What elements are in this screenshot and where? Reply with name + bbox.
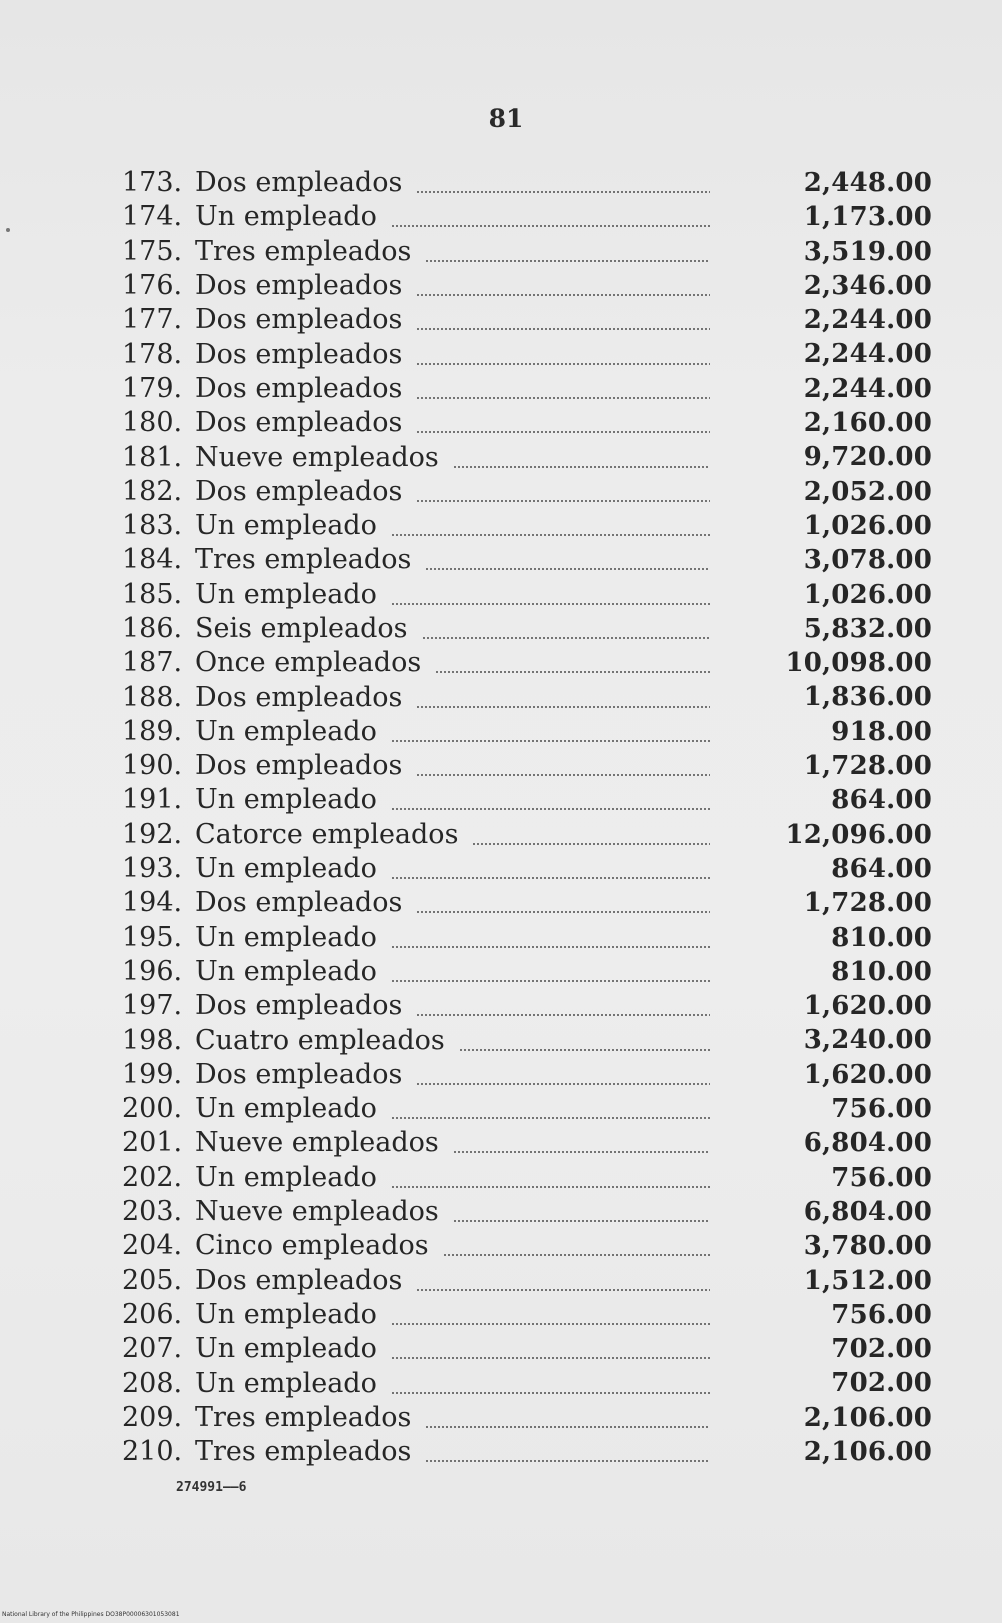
entry-number: 182. <box>122 475 183 507</box>
entry-number: 209. <box>122 1401 183 1433</box>
entry-description: Dos empleados <box>195 270 403 302</box>
entry-row <box>122 269 932 303</box>
entry-amount: 1,026.00 <box>803 510 932 541</box>
dot-leader <box>416 363 710 365</box>
dot-leader <box>425 568 710 570</box>
entry-number: 203. <box>122 1196 183 1228</box>
entry-amount: 756.00 <box>831 1162 932 1193</box>
entry-amount: 702.00 <box>831 1334 932 1365</box>
dot-leader <box>416 706 710 708</box>
entry-row <box>122 818 932 852</box>
entry-row <box>122 1298 932 1332</box>
entry-row <box>122 646 932 680</box>
dot-leader <box>391 980 710 982</box>
entry-amount: 1,836.00 <box>803 682 932 713</box>
entry-row <box>122 440 932 474</box>
entry-description: Un empleado <box>195 1161 377 1193</box>
entry-row <box>122 749 932 783</box>
entry-amount: 3,078.00 <box>803 545 932 576</box>
entry-amount: 1,728.00 <box>803 888 932 919</box>
entry-row <box>122 1264 932 1298</box>
entry-row <box>122 303 932 337</box>
entry-number: 205. <box>122 1264 183 1296</box>
entry-description: Catorce empleados <box>195 818 459 850</box>
entry-number: 177. <box>122 304 183 336</box>
entry-description: Dos empleados <box>195 887 403 919</box>
entry-description: Un empleado <box>195 510 377 542</box>
entry-number: 176. <box>122 270 183 302</box>
entry-row <box>122 235 932 269</box>
entry-amount: 1,620.00 <box>803 991 932 1022</box>
dot-leader <box>453 1220 710 1222</box>
entry-description: Un empleado <box>195 715 377 747</box>
entry-description: Un empleado <box>195 784 377 816</box>
entry-row <box>122 578 932 612</box>
entry-number: 190. <box>122 750 183 782</box>
entry-number: 186. <box>122 613 183 644</box>
entry-description: Un empleado <box>195 1093 377 1125</box>
entry-number: 197. <box>122 990 183 1022</box>
dot-leader <box>416 1014 710 1016</box>
dot-leader <box>416 431 710 433</box>
entry-amount: 6,804.00 <box>803 1196 932 1227</box>
entry-description: Cuatro empleados <box>195 1024 445 1056</box>
dot-leader <box>416 328 710 330</box>
entry-description: Dos empleados <box>195 750 403 782</box>
entry-row <box>122 680 932 714</box>
entry-number: 202. <box>122 1161 183 1193</box>
entry-description: Dos empleados <box>195 304 403 336</box>
entry-amount: 2,106.00 <box>803 1436 932 1467</box>
entry-number: 175. <box>122 235 183 267</box>
dot-leader <box>391 740 710 742</box>
entry-description: Seis empleados <box>195 613 408 644</box>
entry-description: Dos empleados <box>195 475 403 507</box>
entry-description: Dos empleados <box>195 681 403 713</box>
entry-amount: 3,240.00 <box>803 1025 932 1056</box>
entry-row <box>122 1435 932 1469</box>
entry-amount: 2,160.00 <box>803 408 932 439</box>
entry-number: 181. <box>122 441 183 473</box>
entry-number: 192. <box>122 818 183 850</box>
entry-number: 206. <box>122 1298 183 1330</box>
entry-amount: 1,728.00 <box>803 751 932 782</box>
dot-leader <box>425 1426 710 1428</box>
entry-row <box>122 852 932 886</box>
entry-amount: 2,448.00 <box>803 168 932 198</box>
entry-number: 183. <box>122 510 183 542</box>
entry-description: Tres empleados <box>195 1436 412 1468</box>
entry-row <box>122 200 932 234</box>
entry-number: 180. <box>122 407 183 439</box>
dot-leader <box>391 946 710 948</box>
entry-row <box>122 1366 932 1400</box>
entry-number: 174. <box>122 201 183 233</box>
entry-description: Un empleado <box>195 853 377 885</box>
entry-amount: 1,620.00 <box>803 1059 932 1090</box>
entry-description: Dos empleados <box>195 1264 403 1296</box>
dot-leader <box>416 500 710 502</box>
entry-number: 178. <box>122 338 183 370</box>
entry-number: 207. <box>122 1333 183 1365</box>
entry-number: 199. <box>122 1058 183 1090</box>
entry-number: 210. <box>122 1436 183 1468</box>
entry-description: Dos empleados <box>195 372 403 404</box>
dot-leader <box>416 774 710 776</box>
entry-row <box>122 1229 932 1263</box>
dot-leader <box>453 466 710 468</box>
entry-number: 194. <box>122 887 183 919</box>
entry-amount: 2,346.00 <box>803 270 932 301</box>
entry-row <box>122 989 932 1023</box>
dot-leader <box>391 1323 710 1325</box>
entry-number: 189. <box>122 715 183 747</box>
dot-leader <box>416 191 710 193</box>
dot-leader <box>459 1049 710 1051</box>
entry-description: Un empleado <box>195 1367 377 1399</box>
entry-amount: 1,026.00 <box>803 579 932 610</box>
dot-leader <box>425 1460 710 1462</box>
entry-description: Dos empleados <box>195 990 403 1022</box>
dot-leader <box>435 671 710 673</box>
dot-leader <box>416 911 710 913</box>
entry-number: 201. <box>122 1127 183 1159</box>
dot-leader <box>391 603 710 605</box>
dot-leader <box>443 1254 710 1256</box>
entry-amount: 10,098.00 <box>785 648 932 679</box>
entry-number: 208. <box>122 1367 183 1399</box>
entry-row <box>122 1195 932 1229</box>
entry-row <box>122 1092 932 1126</box>
entry-number: 193. <box>122 853 183 885</box>
entry-number: 191. <box>122 784 183 816</box>
entry-number: 185. <box>122 578 183 610</box>
entry-amount: 3,519.00 <box>803 236 932 267</box>
entry-description: Nueve empleados <box>195 441 439 473</box>
entry-row <box>122 372 932 406</box>
entry-description: Dos empleados <box>195 1058 403 1090</box>
entry-number: 187. <box>122 647 183 679</box>
entry-row <box>122 543 932 577</box>
entry-amount: 1,173.00 <box>803 202 932 233</box>
entry-description: Cinco empleados <box>195 1230 429 1262</box>
entry-amount: 3,780.00 <box>803 1231 932 1262</box>
entry-number: 188. <box>122 681 183 713</box>
entry-description: Tres empleados <box>195 544 412 576</box>
dot-leader <box>391 1357 710 1359</box>
dot-leader <box>391 1392 710 1394</box>
entry-number: 195. <box>122 921 183 953</box>
entry-list <box>122 166 932 1469</box>
entry-row <box>122 955 932 989</box>
entry-description: Un empleado <box>195 955 377 987</box>
entry-description: Un empleado <box>195 1298 377 1330</box>
dot-leader <box>416 294 710 296</box>
entry-amount: 810.00 <box>831 956 932 987</box>
entry-description: Nueve empleados <box>195 1196 439 1228</box>
entry-number: 196. <box>122 955 183 987</box>
entry-number: 204. <box>122 1230 183 1262</box>
entry-description: Tres empleados <box>195 235 412 267</box>
entry-amount: 2,244.00 <box>803 305 932 336</box>
dot-leader <box>391 534 710 536</box>
entry-row <box>122 783 932 817</box>
entry-row <box>122 612 932 646</box>
entry-amount: 1,512.00 <box>803 1265 932 1296</box>
entry-amount: 12,096.00 <box>785 819 932 850</box>
entry-description: Dos empleados <box>195 338 403 370</box>
dot-leader <box>472 843 710 845</box>
entry-number: 179. <box>122 372 183 404</box>
entry-description: Un empleado <box>195 1333 377 1365</box>
entry-number: 198. <box>122 1024 183 1056</box>
entry-amount: 810.00 <box>831 922 932 953</box>
entry-amount: 5,832.00 <box>803 613 932 644</box>
entry-row <box>122 1401 932 1435</box>
footer-code: 274991——6 <box>176 1480 247 1495</box>
entry-amount: 702.00 <box>831 1368 932 1399</box>
entry-amount: 2,244.00 <box>803 373 932 404</box>
dot-leader <box>453 1151 710 1153</box>
scan-speck <box>6 228 10 232</box>
dot-leader <box>422 637 710 639</box>
entry-number: 184. <box>122 544 183 576</box>
entry-number: 173. <box>122 167 183 199</box>
entry-amount: 918.00 <box>831 716 932 747</box>
dot-leader <box>391 1117 710 1119</box>
entry-description: Tres empleados <box>195 1401 412 1433</box>
entry-amount: 864.00 <box>831 853 932 884</box>
entry-description: Un empleado <box>195 578 377 610</box>
dot-leader <box>416 397 710 399</box>
page-number: 81 <box>488 104 524 133</box>
dot-leader <box>391 877 710 879</box>
entry-amount: 2,052.00 <box>803 476 932 507</box>
entry-amount: 6,804.00 <box>803 1128 932 1159</box>
entry-row <box>122 921 932 955</box>
entry-row <box>122 509 932 543</box>
entry-row <box>122 1023 932 1057</box>
entry-amount: 864.00 <box>831 785 932 816</box>
entry-description: Nueve empleados <box>195 1127 439 1159</box>
entry-row <box>122 886 932 920</box>
entry-description: Once empleados <box>195 647 422 679</box>
dot-leader <box>391 1186 710 1188</box>
entry-amount: 9,720.00 <box>803 442 932 473</box>
entry-row <box>122 1058 932 1092</box>
dot-leader <box>416 1289 710 1291</box>
entry-row <box>122 475 932 509</box>
entry-amount: 756.00 <box>831 1299 932 1330</box>
dot-leader <box>391 808 710 810</box>
entry-row <box>122 406 932 440</box>
dot-leader <box>416 1083 710 1085</box>
entry-amount: 756.00 <box>831 1094 932 1125</box>
entry-row <box>122 1126 932 1160</box>
entry-description: Un empleado <box>195 201 377 233</box>
dot-leader <box>425 260 710 262</box>
entry-description: Un empleado <box>195 921 377 953</box>
entry-row <box>122 1161 932 1195</box>
entry-row <box>122 715 932 749</box>
entry-amount: 2,244.00 <box>803 339 932 370</box>
entry-row <box>122 1332 932 1366</box>
entry-description: Dos empleados <box>195 407 403 439</box>
entry-number: 200. <box>122 1093 183 1125</box>
library-credit: National Library of the Philippines DO38P00006301053081 <box>2 1611 180 1618</box>
entry-row <box>122 166 932 200</box>
entry-row <box>122 337 932 371</box>
entry-amount: 2,106.00 <box>803 1402 932 1433</box>
dot-leader <box>391 225 710 227</box>
entry-description: Dos empleados <box>195 167 403 199</box>
